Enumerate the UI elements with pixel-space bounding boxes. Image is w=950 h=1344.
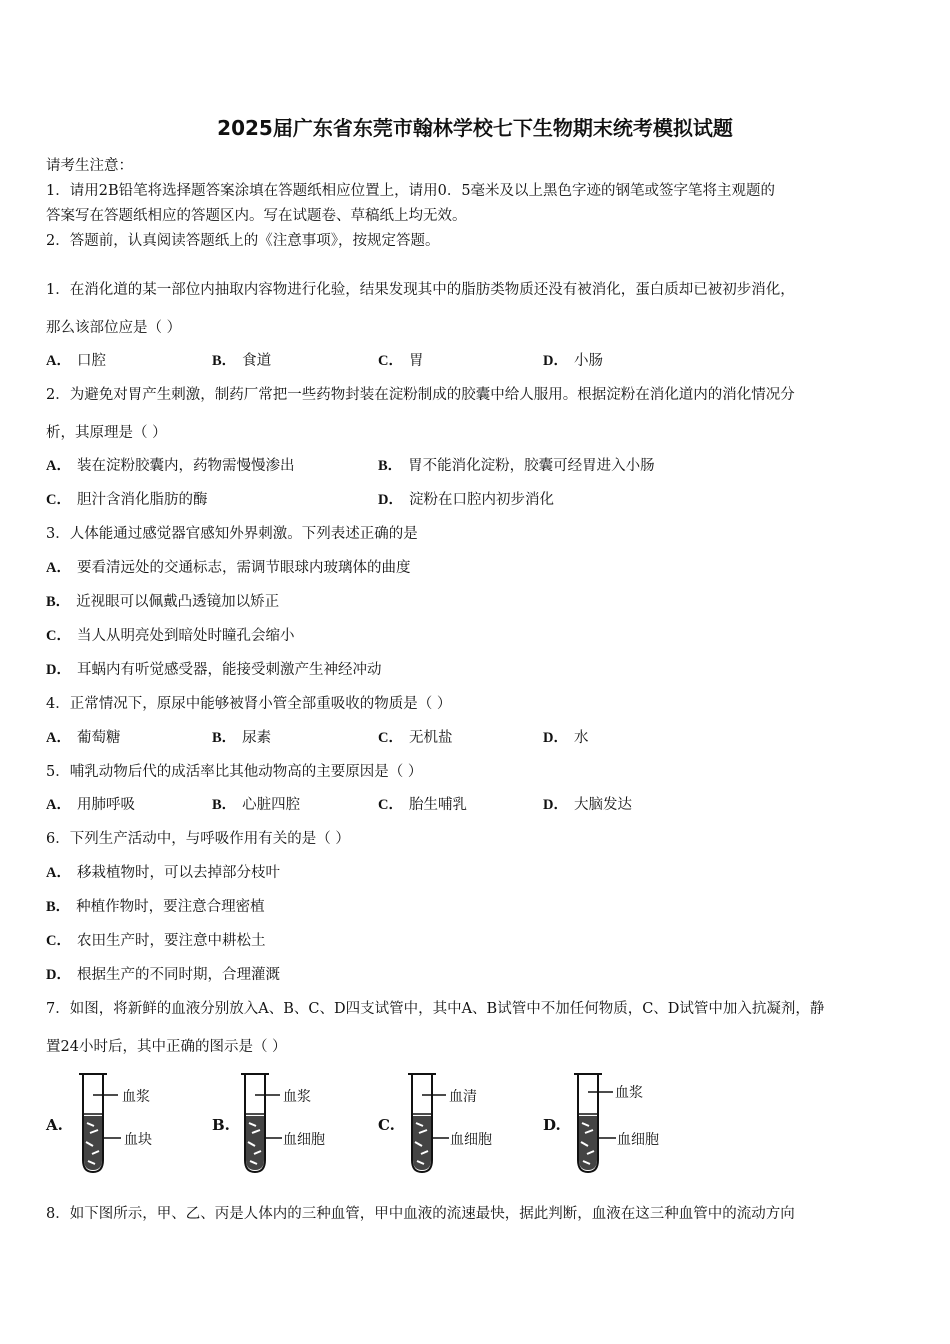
question-2-text: 2．为避免对胃产生刺激，制药厂常把一些药物封装在淀粉制成的胶囊中给人服用。根据淀粉在消化道内的消化情况分: [46, 387, 795, 403]
test-tube-a: [46, 1068, 196, 1178]
test-tube-icon: [212, 1068, 362, 1178]
tube-letter: B.: [212, 1116, 230, 1134]
question-5-text: 5．哺乳动物后代的成活率比其他动物高的主要原因是（ ）: [46, 764, 423, 780]
tube-bottom-label: 血细胞: [450, 1132, 492, 1148]
option-a: A． 葡萄糖: [46, 730, 121, 746]
option-d: D． 水: [543, 730, 589, 746]
option-d: D． 淀粉在口腔内初步消化: [378, 492, 554, 508]
test-tube-b: [212, 1068, 362, 1178]
question-2-text: 析，其原理是（ ）: [46, 425, 167, 441]
option-a: A． 要看清远处的交通标志，需调节眼球内玻璃体的曲度: [46, 560, 411, 576]
tube-top-label: 血浆: [283, 1089, 311, 1105]
tube-bottom-label: 血块: [124, 1132, 152, 1148]
question-3-text: 3．人体能通过感觉器官感知外界刺激。下列表述正确的是: [46, 526, 418, 542]
option-c: C． 无机盐: [378, 730, 453, 746]
notice-line: 2．答题前，认真阅读答题纸上的《注意事项》，按规定答题。: [46, 233, 440, 249]
option-b: B． 心脏四腔: [212, 797, 301, 813]
notice-line: 答案写在答题纸相应的答题区内。写在试题卷、草稿纸上均无效。: [46, 208, 467, 224]
test-tube-icon: [46, 1068, 196, 1178]
option-a: A． 装在淀粉胶囊内，药物需慢慢渗出: [46, 458, 295, 474]
test-tube-d: [543, 1068, 693, 1178]
option-a: A． 口腔: [46, 353, 106, 369]
tube-bottom-label: 血细胞: [283, 1132, 325, 1148]
option-c: C． 农田生产时，要注意中耕松土: [46, 933, 266, 949]
option-a: A． 移栽植物时，可以去掉部分枝叶: [46, 865, 280, 881]
tube-top-label: 血清: [449, 1089, 477, 1105]
option-d: D． 耳蜗内有听觉感受器，能接受刺激产生神经冲动: [46, 662, 382, 678]
option-d: D． 根据生产的不同时期，合理灌溉: [46, 967, 280, 983]
tube-letter: D.: [543, 1116, 561, 1134]
option-b: B． 尿素: [212, 730, 272, 746]
question-4-text: 4．正常情况下，原尿中能够被肾小管全部重吸收的物质是（ ）: [46, 696, 452, 712]
tube-top-label: 血浆: [122, 1089, 150, 1105]
option-a: A． 用肺呼吸: [46, 797, 135, 813]
question-6-text: 6．下列生产活动中，与呼吸作用有关的是（ ）: [46, 831, 350, 847]
question-1-text: 1．在消化道的某一部位内抽取内容物进行化验，结果发现其中的脂肪类物质还没有被消化，蛋白质却已被初步消化，: [46, 282, 795, 298]
tube-letter: A.: [46, 1116, 63, 1134]
question-7-text: 置24小时后，其中正确的图示是（ ）: [46, 1039, 287, 1055]
notice-line: 1．请用2B铅笔将选择题答案涂填在答题纸相应位置上，请用0．5毫米及以上黑色字迹的钢笔或签字笔将主观题的: [46, 183, 776, 199]
option-d: D． 小肠: [543, 353, 603, 369]
option-c: C． 当人从明亮处到暗处时瞳孔会缩小: [46, 628, 295, 644]
option-b: B． 近视眼可以佩戴凸透镜加以矫正: [46, 594, 280, 610]
option-c: C． 胃: [378, 353, 424, 369]
option-d: D． 大脑发达: [543, 797, 632, 813]
notice-heading: 请考生注意：: [46, 158, 133, 174]
tube-bottom-label: 血细胞: [617, 1132, 659, 1148]
question-7-text: 7．如图，将新鲜的血液分别放入A、B、C、D四支试管中，其中A、B试管中不加任何物质，C、D试管中加入抗凝剂，静: [46, 1001, 825, 1017]
option-c: C． 胆汁含消化脂肪的酶: [46, 492, 208, 508]
test-tube-c: [378, 1068, 528, 1178]
option-b: B． 胃不能消化淀粉，胶囊可经胃进入小肠: [378, 458, 655, 474]
option-c: C． 胎生哺乳: [378, 797, 467, 813]
question-1-text: 那么该部位应是（ ）: [46, 320, 182, 336]
tube-top-label: 血浆: [615, 1085, 643, 1101]
option-b: B． 食道: [212, 353, 272, 369]
page-title: 2025届广东省东莞市翰林学校七下生物期末统考模拟试题: [217, 116, 733, 140]
tube-letter: C.: [378, 1116, 395, 1134]
option-b: B． 种植作物时，要注意合理密植: [46, 899, 265, 915]
test-tube-icon: [378, 1068, 528, 1178]
question-8-text: 8．如下图所示，甲、乙、丙是人体内的三种血管，甲中血液的流速最快，据此判断，血液在这三种血管中的流动方向: [46, 1206, 795, 1222]
